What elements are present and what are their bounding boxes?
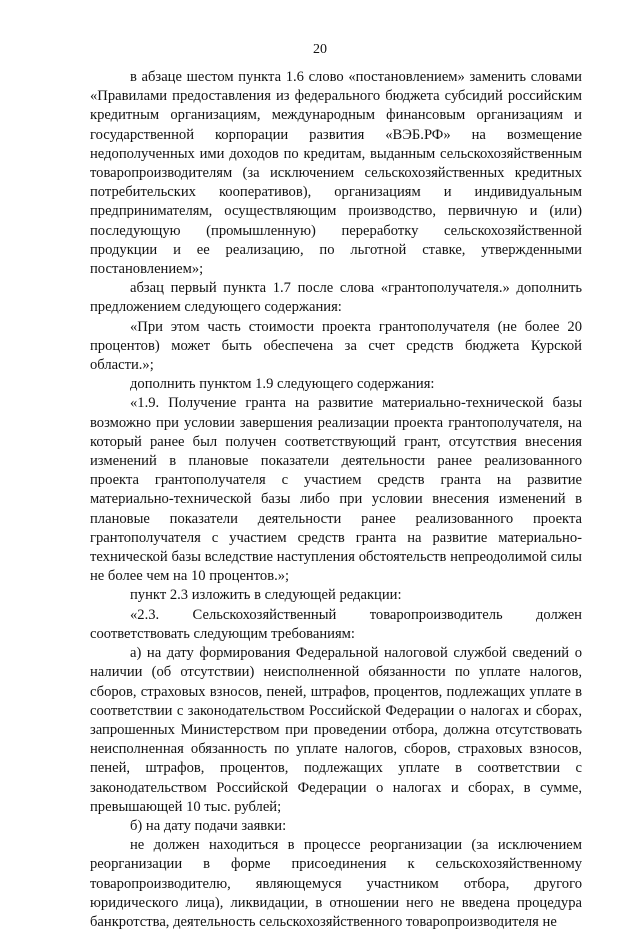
paragraph-quote-2-3: «2.3. Сельскохозяйственный товаропроизводитель должен соответствовать следующим требованиям: [90, 606, 582, 642]
paragraph-item-a: а) на дату формирования Федеральной налоговой службой сведений о наличии (об отсутствии) неисполненной обязанности по уплате налогов, сборов, страховых взносов, пеней, штрафов, процентов, подлежащих уплате в соответствии с законодательством Российской Федерации о налогах и сборах, запрошенных Министерством при проведении отбора, должна отсутствовать неисполненная обязанность по уплате налогов, сборов, страховых взносов, пеней, штрафов, процентов, подлежащих уплате в соответствии с законодательством Российской Федерации о налогах и сборах, в сумме, превышающей 10 тыс. рублей; [90, 645, 582, 815]
paragraph-amend-1-6: в абзаце шестом пункта 1.6 слово «постановлением» заменить словами «Правилами предоставления из федерального бюджета субсидий российским кредитным организациям, международным финансовым организациям и государственной корпорации развития «ВЭБ.РФ» на возмещение недополученных ими доходов по кредитам, выданным сельскохозяйственным товаропроизводителям (за исключением сельскохозяйственных кредитных потребительских кооперативов), организациям и индивидуальным предпринимателям, осуществляющим производство, первичную и (или) последующую (промышленную) переработку сельскохозяйственной продукции и ее реализацию, по льготной ставке, утвержденными постановлением»; [90, 69, 582, 278]
document-body [90, 68, 582, 932]
paragraph-quote-1-7: «При этом часть стоимости проекта грантополучателя (не более 20 процентов) может быть обеспечена за счет средств бюджета Курской области.»; [90, 318, 582, 374]
paragraph-amend-2-3: пункт 2.3 изложить в следующей редакции: [130, 587, 402, 604]
page-number: 20 [313, 42, 327, 57]
paragraph-add-1-9: дополнить пунктом 1.9 следующего содержания: [130, 376, 435, 393]
paragraph-item-b: б) на дату подачи заявки: [130, 817, 287, 834]
paragraph-quote-1-9: «1.9. Получение гранта на развитие материально-технической базы возможно при условии завершения реализации проекта грантополучателя, на который ранее был получен соответствующий грант, отсутствия внесения изменений в плановые показатели деятельности ранее реализованного проекта грантополучателя с участием средств гранта на развитие материально-технической базы либо при условии внесения изменений в плановые показатели деятельности ранее реализованного проекта грантополучателя с участием средств гранта на развитие материально-технической базы вследствие наступления обстоятельств непреодолимой силы не более чем на 10 процентов.»; [90, 395, 582, 585]
paragraph-amend-1-7: абзац первый пункта 1.7 после слова «грантополучателя.» дополнить предложением следующего содержания: [90, 280, 582, 316]
paragraph-reorganization: не должен находиться в процессе реорганизации (за исключением реорганизации в форме присоединения к сельскохозяйственному товаропроизводителю, являющемуся участником отбора, другого юридического лица), ликвидации, в отношении него не введена процедура банкротства, деятельность сельскохозяйственного товаропроизводителя не [90, 837, 582, 930]
